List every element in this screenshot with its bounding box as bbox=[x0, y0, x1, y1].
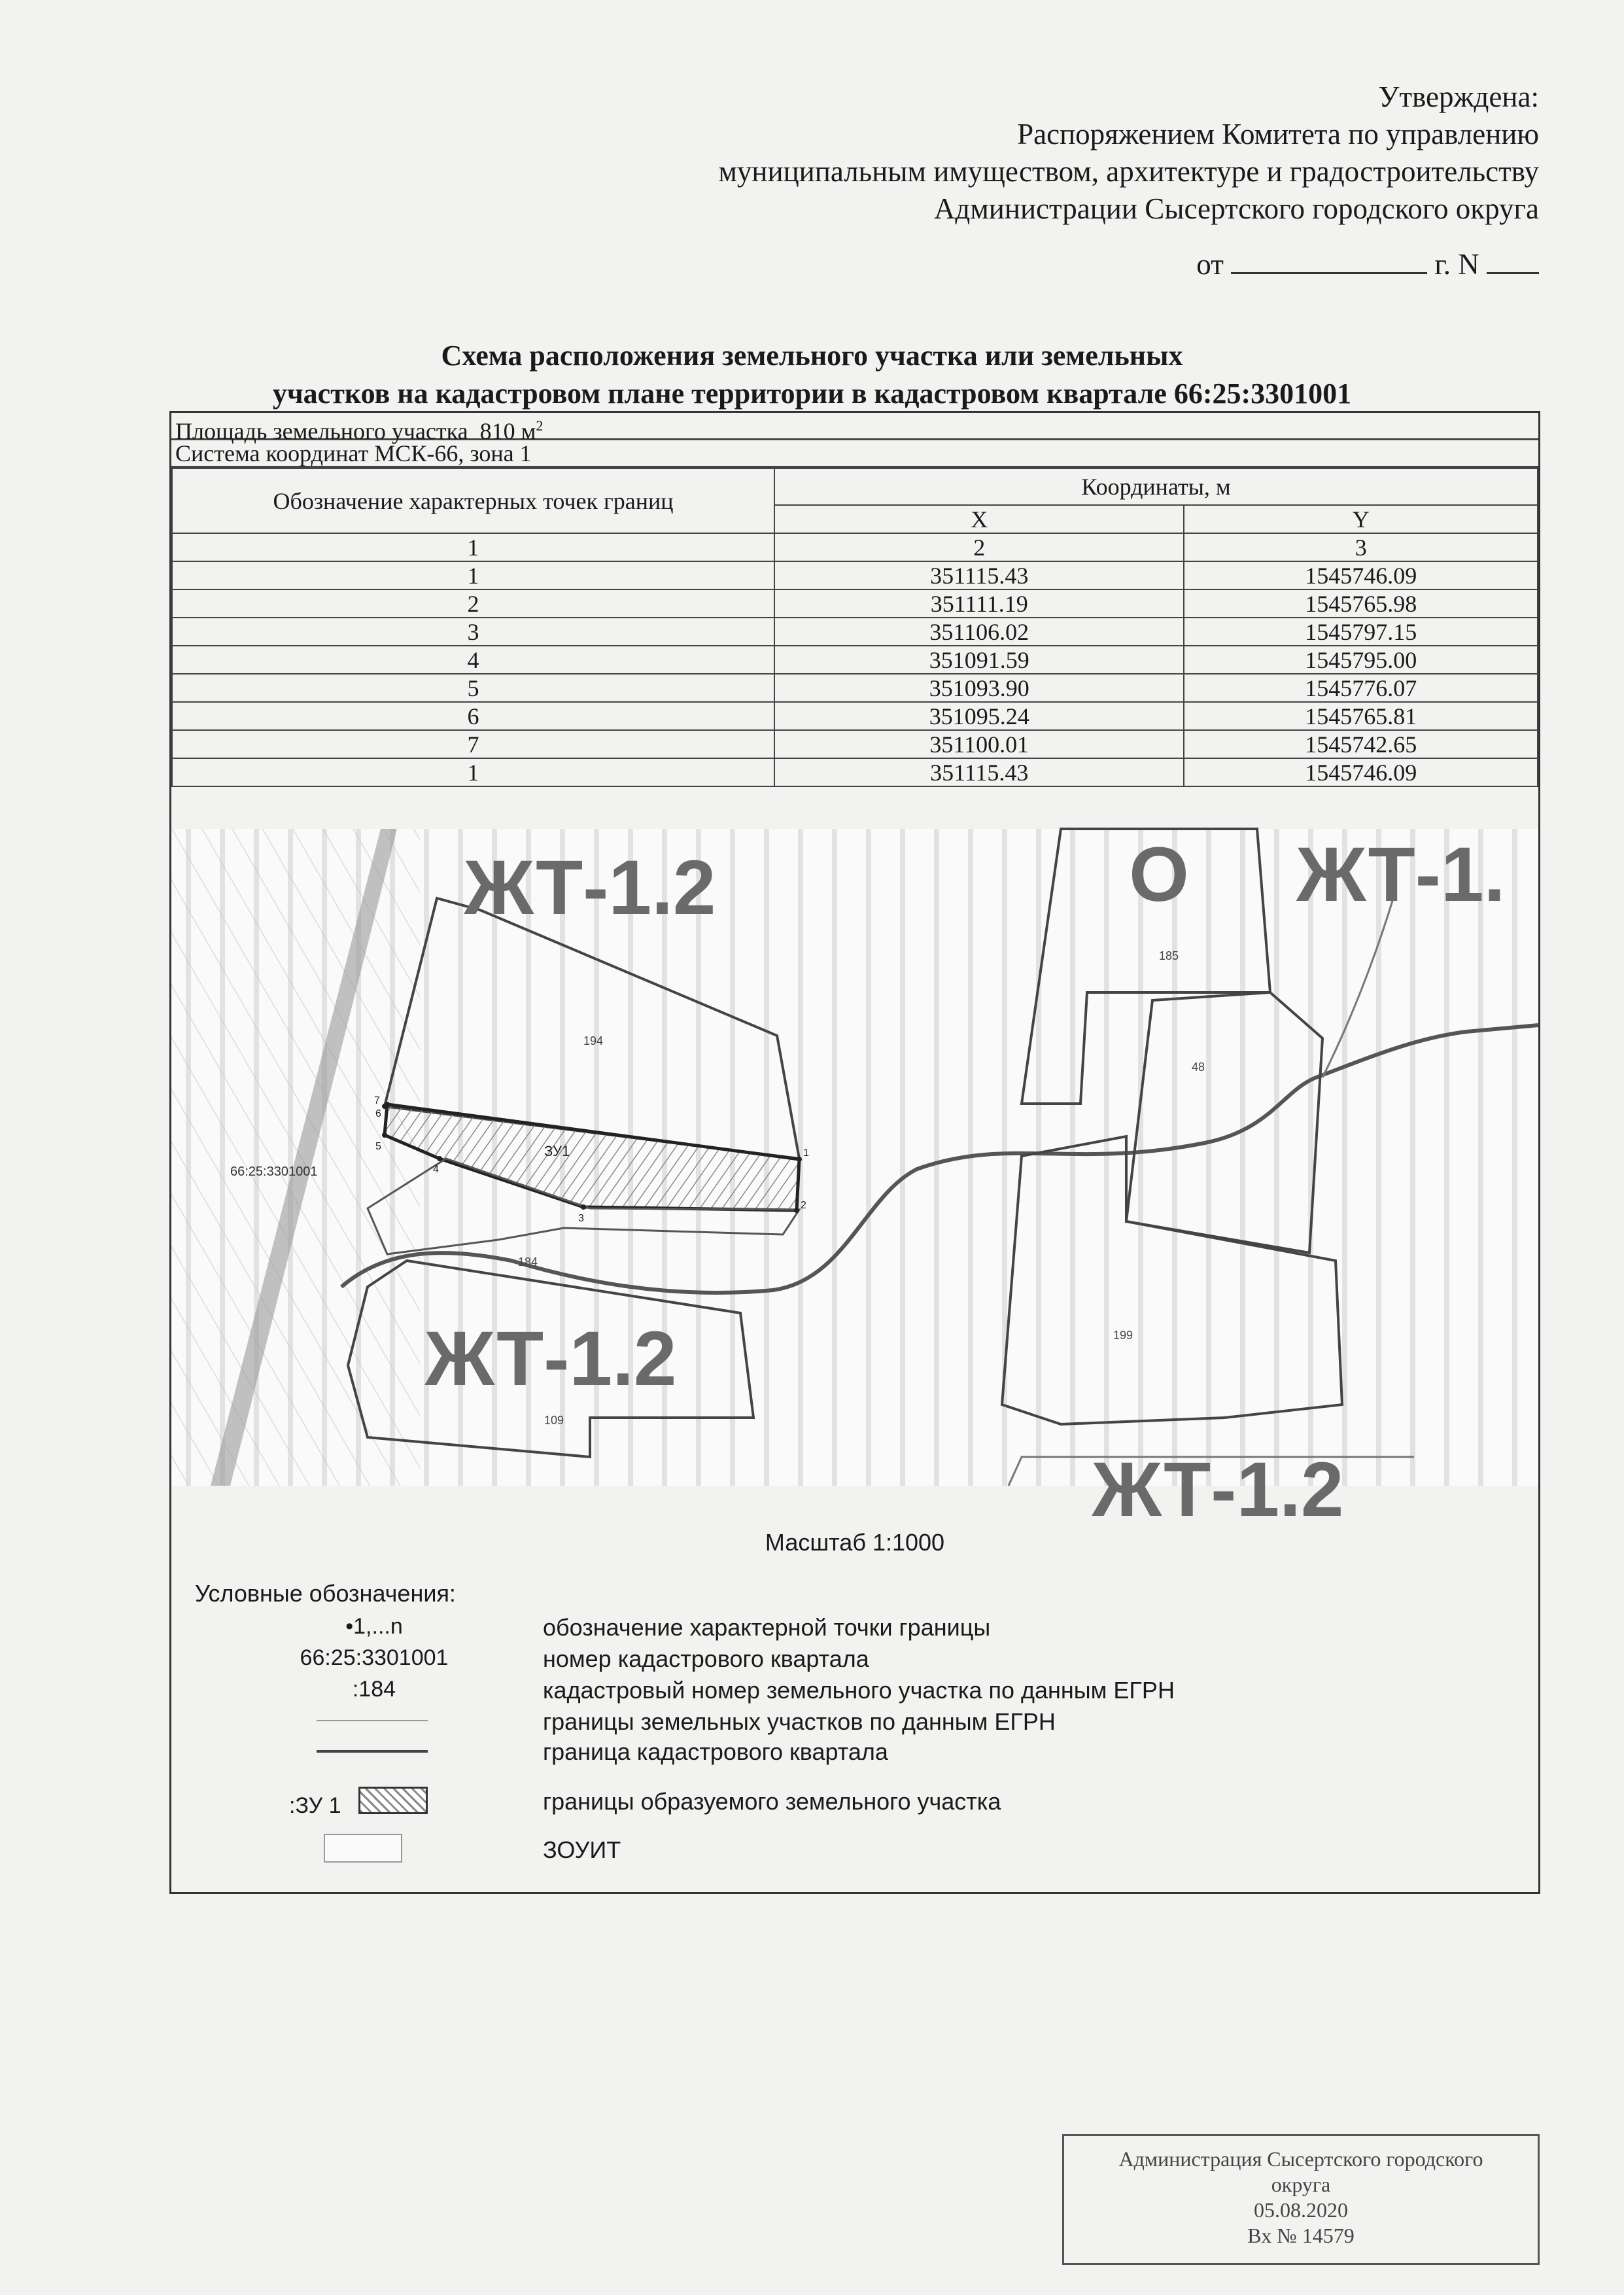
table-row bbox=[172, 618, 1538, 646]
zone-label-bottom-right: ЖТ-1.2 bbox=[1092, 1446, 1344, 1533]
point-cell: 4 bbox=[172, 646, 774, 674]
point-label: 6 bbox=[375, 1108, 381, 1119]
x-cell: 351100.01 bbox=[774, 730, 1184, 758]
point-marker bbox=[794, 1208, 799, 1213]
col-header-y: Y bbox=[1184, 505, 1538, 533]
table-row bbox=[172, 561, 1538, 589]
cadastral-map bbox=[171, 829, 1538, 1533]
approval-line-2: Распоряжением Комитета по управлению bbox=[1017, 118, 1539, 150]
stamp-date: 05.08.2020 bbox=[1254, 2198, 1348, 2222]
table-row bbox=[172, 674, 1538, 702]
x-cell: 351115.43 bbox=[774, 561, 1184, 589]
quarter-label: 66:25:3301001 bbox=[230, 1165, 318, 1179]
number-label: г. N bbox=[1434, 248, 1479, 281]
date-blank bbox=[1231, 272, 1427, 274]
y-cell: 1545742.65 bbox=[1184, 730, 1538, 758]
y-cell: 1545765.81 bbox=[1184, 702, 1538, 730]
point-marker bbox=[437, 1156, 442, 1161]
parcel-number-199: 199 bbox=[1113, 1329, 1133, 1342]
area-row bbox=[171, 413, 1538, 444]
parcel-number-zu1: ЗУ1 bbox=[544, 1143, 570, 1159]
point-label: 4 bbox=[433, 1164, 439, 1175]
approval-block bbox=[718, 79, 1539, 283]
col-number-2: 2 bbox=[774, 533, 1184, 561]
y-cell: 1545795.00 bbox=[1184, 646, 1538, 674]
legend-desc-quarter-boundary: граница кадастрового квартала bbox=[543, 1738, 888, 1765]
legend-desc-egrn-boundary: границы земельных участков по данным ЕГРН bbox=[543, 1708, 1056, 1735]
zone-label-top-right: ЖТ-1. bbox=[1296, 832, 1506, 918]
point-cell: 3 bbox=[172, 618, 774, 646]
map-scale: Масштаб 1:1000 bbox=[765, 1529, 945, 1556]
table-row bbox=[172, 589, 1538, 618]
stamp-org: Администрация Сысертского городского bbox=[1118, 2147, 1483, 2171]
approval-date-line bbox=[718, 246, 1539, 283]
point-marker bbox=[382, 1104, 387, 1109]
point-marker bbox=[581, 1204, 586, 1210]
point-cell: 2 bbox=[172, 589, 774, 618]
table-row bbox=[172, 730, 1538, 758]
legend-desc-quarter: номер кадастрового квартала bbox=[543, 1645, 869, 1672]
y-cell: 1545746.09 bbox=[1184, 561, 1538, 589]
y-cell: 1545746.09 bbox=[1184, 758, 1538, 786]
number-blank bbox=[1487, 272, 1539, 274]
point-label: 1 bbox=[803, 1148, 809, 1159]
legend-title: Условные обозначения: bbox=[195, 1580, 456, 1607]
legend-desc-parcel-number: кадастровый номер земельного участка по данным ЕГРН bbox=[543, 1677, 1175, 1704]
x-cell: 351095.24 bbox=[774, 702, 1184, 730]
map-drawing bbox=[171, 829, 1538, 1533]
table-row bbox=[172, 646, 1538, 674]
stamp-org-cont: округа bbox=[1271, 2173, 1331, 2196]
point-label: 3 bbox=[578, 1213, 584, 1224]
legend-symbol-quarter: 66:25:3301001 bbox=[300, 1645, 449, 1670]
document-title bbox=[0, 337, 1624, 413]
date-prefix: от bbox=[1196, 248, 1224, 281]
x-cell: 351115.43 bbox=[774, 758, 1184, 786]
parcel-number-194: 194 bbox=[583, 1034, 604, 1047]
legend-swatch-zouit bbox=[324, 1834, 402, 1863]
x-cell: 351093.90 bbox=[774, 674, 1184, 702]
legend-desc-point: обозначение характерной точки границы bbox=[543, 1614, 991, 1641]
legend-symbol-quarter-boundary bbox=[317, 1750, 428, 1753]
parcel-number-185: 185 bbox=[1159, 949, 1179, 962]
point-cell: 1 bbox=[172, 561, 774, 589]
zone-label-bottom-left: ЖТ-1.2 bbox=[424, 1316, 677, 1402]
y-cell: 1545776.07 bbox=[1184, 674, 1538, 702]
x-cell: 351111.19 bbox=[774, 589, 1184, 618]
table-row bbox=[172, 758, 1538, 786]
point-cell: 7 bbox=[172, 730, 774, 758]
coord-system-row: Система координат МСК-66, зона 1 bbox=[171, 440, 1538, 468]
y-cell: 1545797.15 bbox=[1184, 618, 1538, 646]
point-marker bbox=[382, 1132, 387, 1138]
legend-desc-zu: границы образуемого земельного участка bbox=[543, 1788, 1001, 1815]
parcel-number-48: 48 bbox=[1192, 1060, 1205, 1074]
parcel-number-109: 109 bbox=[544, 1414, 564, 1427]
area-label: Площадь земельного участка bbox=[175, 418, 468, 444]
scheme-frame bbox=[169, 411, 1540, 1894]
legend-symbol-egrn-boundary bbox=[317, 1720, 428, 1721]
parcel-number-184: 184 bbox=[518, 1255, 538, 1269]
legend-symbol-parcel-number: :184 bbox=[352, 1677, 396, 1702]
x-cell: 351106.02 bbox=[774, 618, 1184, 646]
x-cell: 351091.59 bbox=[774, 646, 1184, 674]
y-cell: 1545765.98 bbox=[1184, 589, 1538, 618]
legend-desc-zouit: ЗОУИТ bbox=[543, 1836, 621, 1863]
point-marker bbox=[797, 1157, 802, 1162]
col-header-point: Обозначение характерных точек границ bbox=[172, 468, 774, 533]
point-label: 7 bbox=[374, 1095, 380, 1106]
approval-line-4: Администрации Сысертского городского округа bbox=[933, 192, 1539, 225]
title-line-1: Схема расположения земельного участка или земельных bbox=[441, 340, 1183, 372]
table-row bbox=[172, 702, 1538, 730]
zone-label-o: О bbox=[1129, 832, 1189, 918]
area-value: 810 м bbox=[479, 418, 536, 444]
col-number-3: 3 bbox=[1184, 533, 1538, 561]
area-unit-sup: 2 bbox=[536, 417, 544, 434]
approval-line-3: муниципальным имуществом, архитектуре и градостроительству bbox=[718, 155, 1539, 188]
legend-swatch-zu bbox=[358, 1787, 428, 1814]
coordinates-table bbox=[171, 468, 1538, 787]
approval-heading: Утверждена: bbox=[1378, 80, 1539, 113]
incoming-stamp bbox=[1062, 2134, 1540, 2265]
col-header-x: X bbox=[774, 505, 1184, 533]
legend-symbol-zu: :ЗУ 1 bbox=[289, 1793, 341, 1818]
point-cell: 1 bbox=[172, 758, 774, 786]
legend-symbol-point: •1,...n bbox=[345, 1614, 403, 1639]
point-cell: 6 bbox=[172, 702, 774, 730]
stamp-number: Вх № 14579 bbox=[1247, 2224, 1355, 2247]
col-header-coords: Координаты, м bbox=[774, 468, 1538, 505]
zone-label-top-left: ЖТ-1.2 bbox=[464, 845, 716, 931]
point-label: 5 bbox=[375, 1141, 381, 1152]
col-number-1: 1 bbox=[172, 533, 774, 561]
point-cell: 5 bbox=[172, 674, 774, 702]
point-label: 2 bbox=[801, 1200, 806, 1211]
title-line-2: участков на кадастровом плане территории в кадастровом квартале 66:25:3301001 bbox=[272, 377, 1352, 410]
